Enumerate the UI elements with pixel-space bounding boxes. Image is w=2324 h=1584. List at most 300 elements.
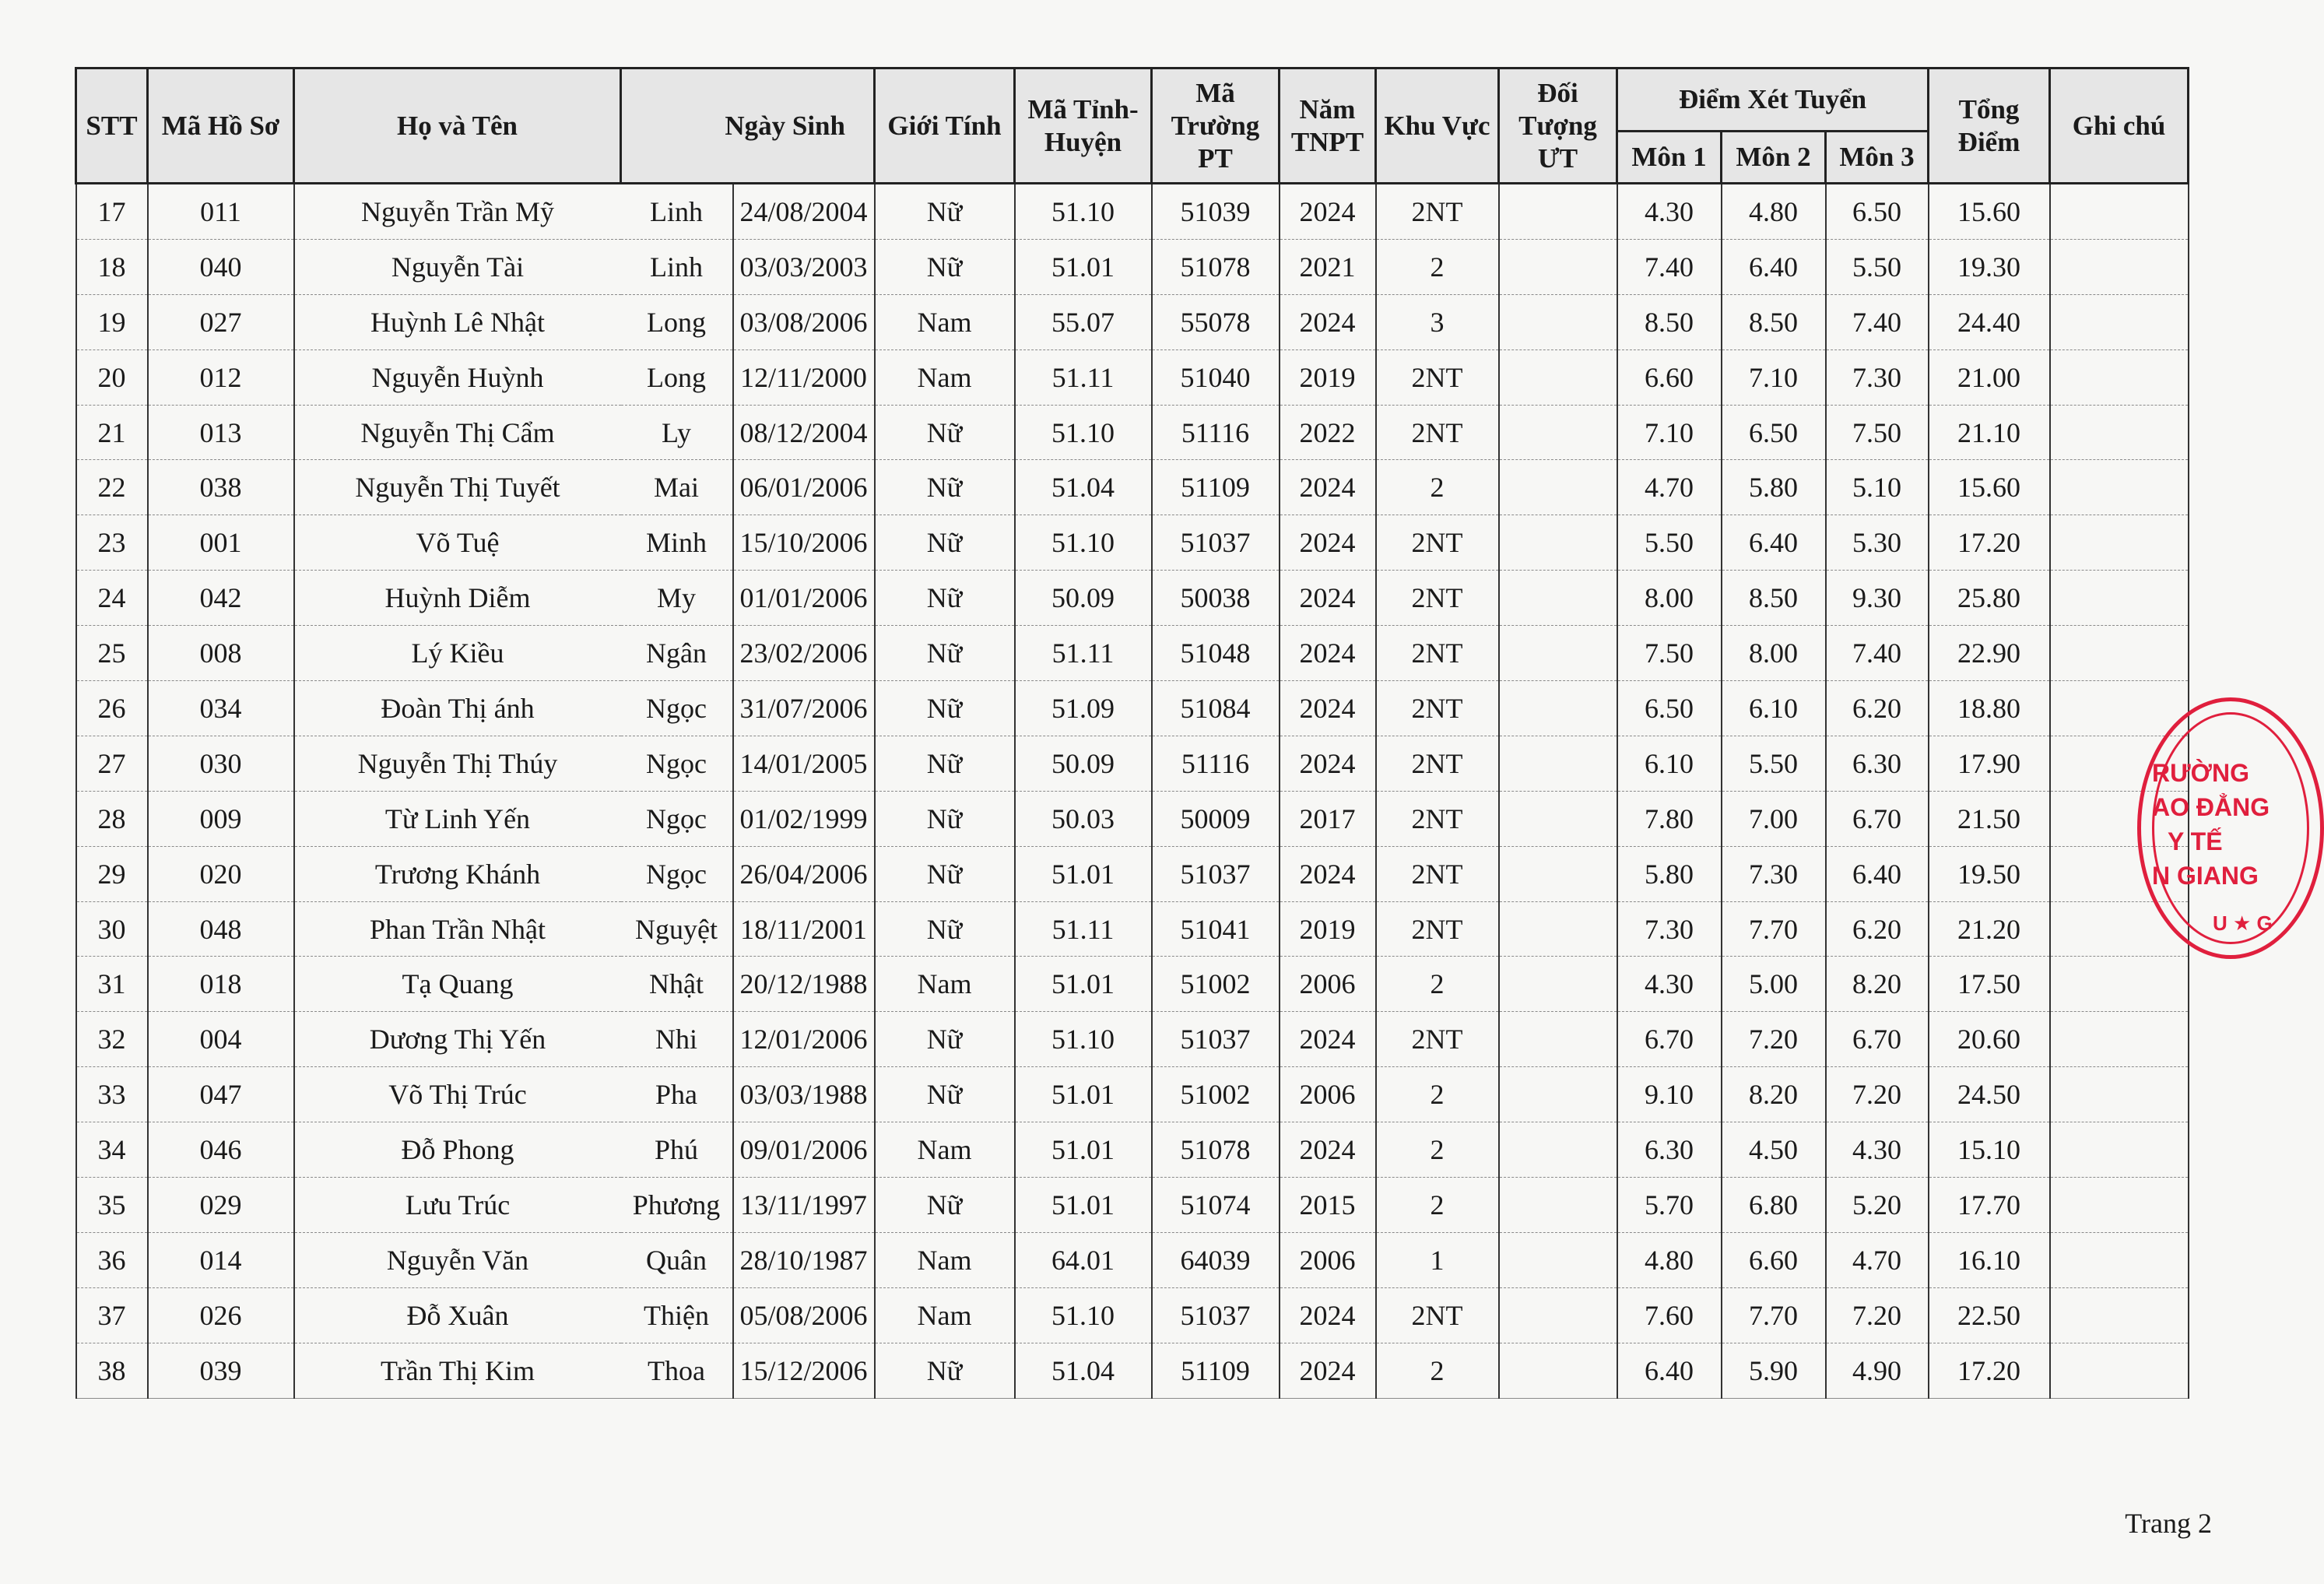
cell-ma-tinh-huyen: 50.03 (1015, 791, 1152, 846)
cell-stt: 25 (76, 626, 148, 681)
admission-score-table (75, 67, 2189, 1399)
header-mon-1: Môn 1 (1617, 132, 1722, 184)
cell-tong-diem: 21.20 (1929, 901, 2050, 957)
cell-mon-3: 7.40 (1826, 626, 1929, 681)
cell-mon-1: 4.70 (1617, 460, 1722, 515)
cell-khu-vuc: 2 (1376, 1067, 1499, 1122)
header-ma-ho-so: Mã Hồ Sơ (148, 68, 294, 184)
cell-nam-tnpt: 2024 (1280, 1012, 1376, 1067)
cell-mon-2: 7.70 (1722, 901, 1826, 957)
cell-mon-2: 6.50 (1722, 405, 1826, 460)
header-stt: STT (76, 68, 148, 184)
cell-ngay-sinh: 01/01/2006 (733, 571, 875, 626)
cell-mon-1: 7.10 (1617, 405, 1722, 460)
stamp-line: Y TẾ (2168, 827, 2223, 855)
cell-mon-2: 5.50 (1722, 736, 1826, 791)
cell-gioi-tinh: Nữ (875, 846, 1015, 901)
cell-ten: Quân (621, 1232, 733, 1287)
cell-ma-ho-so: 013 (148, 405, 294, 460)
cell-ten: Thoa (621, 1343, 733, 1398)
cell-ho-dem: Lý Kiều (294, 626, 621, 681)
cell-ma-truong: 51048 (1152, 626, 1280, 681)
cell-ma-truong: 51037 (1152, 1012, 1280, 1067)
cell-mon-3: 6.70 (1826, 791, 1929, 846)
cell-khu-vuc: 2NT (1376, 349, 1499, 405)
header-gioi-tinh: Giới Tính (875, 68, 1015, 184)
cell-ten: My (621, 571, 733, 626)
cell-ghi-chu (2050, 1287, 2189, 1343)
cell-mon-3: 4.70 (1826, 1232, 1929, 1287)
table-row (76, 349, 2189, 405)
cell-doi-tuong (1499, 460, 1617, 515)
table-header (76, 68, 2189, 184)
cell-ma-tinh-huyen: 51.10 (1015, 515, 1152, 571)
cell-ngay-sinh: 13/11/1997 (733, 1178, 875, 1233)
cell-mon-1: 9.10 (1617, 1067, 1722, 1122)
cell-khu-vuc: 2NT (1376, 405, 1499, 460)
cell-nam-tnpt: 2015 (1280, 1178, 1376, 1233)
cell-ma-truong: 50038 (1152, 571, 1280, 626)
cell-nam-tnpt: 2006 (1280, 1067, 1376, 1122)
cell-stt: 19 (76, 294, 148, 349)
cell-ma-truong: 51002 (1152, 1067, 1280, 1122)
cell-ma-truong: 51041 (1152, 901, 1280, 957)
cell-stt: 30 (76, 901, 148, 957)
cell-tong-diem: 20.60 (1929, 1012, 2050, 1067)
cell-tong-diem: 21.10 (1929, 405, 2050, 460)
cell-ma-truong: 51037 (1152, 515, 1280, 571)
header-mon-2: Môn 2 (1722, 132, 1826, 184)
cell-khu-vuc: 2 (1376, 460, 1499, 515)
cell-ten: Ngọc (621, 846, 733, 901)
cell-khu-vuc: 2 (1376, 957, 1499, 1012)
cell-ma-ho-so: 038 (148, 460, 294, 515)
cell-ma-ho-so: 004 (148, 1012, 294, 1067)
cell-nam-tnpt: 2024 (1280, 294, 1376, 349)
cell-tong-diem: 25.80 (1929, 571, 2050, 626)
stamp-line: RƯỜNG (2152, 759, 2249, 787)
cell-ghi-chu (2050, 681, 2189, 736)
cell-ma-ho-so: 008 (148, 626, 294, 681)
school-seal-stamp (2137, 697, 2324, 959)
cell-gioi-tinh: Nữ (875, 460, 1015, 515)
cell-ma-tinh-huyen: 50.09 (1015, 571, 1152, 626)
header-nam-tnpt: Năm TNPT (1280, 68, 1376, 184)
cell-gioi-tinh: Nữ (875, 736, 1015, 791)
cell-ma-tinh-huyen: 51.04 (1015, 460, 1152, 515)
cell-ten: Minh (621, 515, 733, 571)
cell-ten: Linh (621, 184, 733, 240)
header-ngay-sinh: Ngày Sinh (621, 68, 875, 184)
cell-nam-tnpt: 2022 (1280, 405, 1376, 460)
cell-ma-tinh-huyen: 51.10 (1015, 405, 1152, 460)
cell-ho-dem: Nguyễn Văn (294, 1232, 621, 1287)
cell-ho-dem: Võ Tuệ (294, 515, 621, 571)
cell-ma-truong: 51116 (1152, 405, 1280, 460)
cell-mon-1: 7.30 (1617, 901, 1722, 957)
cell-tong-diem: 16.10 (1929, 1232, 2050, 1287)
cell-ngay-sinh: 05/08/2006 (733, 1287, 875, 1343)
cell-tong-diem: 24.40 (1929, 294, 2050, 349)
cell-mon-3: 6.20 (1826, 681, 1929, 736)
cell-ten: Long (621, 349, 733, 405)
cell-khu-vuc: 2NT (1376, 1287, 1499, 1343)
cell-mon-2: 8.50 (1722, 571, 1826, 626)
cell-doi-tuong (1499, 405, 1617, 460)
cell-stt: 34 (76, 1122, 148, 1178)
cell-ma-truong: 51002 (1152, 957, 1280, 1012)
cell-ho-dem: Từ Linh Yến (294, 791, 621, 846)
cell-ghi-chu (2050, 1178, 2189, 1233)
cell-mon-1: 4.80 (1617, 1232, 1722, 1287)
cell-ma-ho-so: 012 (148, 349, 294, 405)
cell-nam-tnpt: 2021 (1280, 239, 1376, 294)
table-row (76, 1122, 2189, 1178)
cell-ngay-sinh: 01/02/1999 (733, 791, 875, 846)
cell-ma-truong: 51039 (1152, 184, 1280, 240)
cell-stt: 28 (76, 791, 148, 846)
cell-khu-vuc: 2NT (1376, 626, 1499, 681)
cell-tong-diem: 17.20 (1929, 1343, 2050, 1398)
cell-gioi-tinh: Nữ (875, 901, 1015, 957)
cell-gioi-tinh: Nữ (875, 1343, 1015, 1398)
cell-ghi-chu (2050, 1232, 2189, 1287)
cell-gioi-tinh: Nữ (875, 184, 1015, 240)
cell-ngay-sinh: 26/04/2006 (733, 846, 875, 901)
cell-ma-tinh-huyen: 50.09 (1015, 736, 1152, 791)
cell-gioi-tinh: Nam (875, 349, 1015, 405)
cell-mon-2: 6.80 (1722, 1178, 1826, 1233)
stamp-star: U ★ G (2213, 911, 2273, 935)
cell-ho-dem: Nguyễn Tài (294, 239, 621, 294)
cell-ma-truong: 51040 (1152, 349, 1280, 405)
cell-doi-tuong (1499, 846, 1617, 901)
cell-ngay-sinh: 23/02/2006 (733, 626, 875, 681)
cell-ten: Ngọc (621, 736, 733, 791)
table-row (76, 846, 2189, 901)
cell-mon-3: 5.50 (1826, 239, 1929, 294)
cell-mon-1: 4.30 (1617, 957, 1722, 1012)
cell-ma-tinh-huyen: 51.01 (1015, 957, 1152, 1012)
cell-ghi-chu (2050, 239, 2189, 294)
cell-khu-vuc: 2 (1376, 1178, 1499, 1233)
cell-ten: Ngọc (621, 681, 733, 736)
table-row (76, 1232, 2189, 1287)
cell-gioi-tinh: Nam (875, 957, 1015, 1012)
cell-mon-1: 5.80 (1617, 846, 1722, 901)
cell-stt: 35 (76, 1178, 148, 1233)
cell-ghi-chu (2050, 1122, 2189, 1178)
cell-ma-ho-so: 048 (148, 901, 294, 957)
cell-ngay-sinh: 15/12/2006 (733, 1343, 875, 1398)
cell-mon-1: 7.80 (1617, 791, 1722, 846)
cell-mon-3: 6.20 (1826, 901, 1929, 957)
cell-mon-3: 6.50 (1826, 184, 1929, 240)
cell-tong-diem: 21.00 (1929, 349, 2050, 405)
table-row (76, 405, 2189, 460)
cell-ghi-chu (2050, 1343, 2189, 1398)
cell-doi-tuong (1499, 626, 1617, 681)
cell-ghi-chu (2050, 626, 2189, 681)
cell-ma-truong: 51074 (1152, 1178, 1280, 1233)
table-row (76, 736, 2189, 791)
cell-ma-ho-so: 046 (148, 1122, 294, 1178)
table-row (76, 1343, 2189, 1398)
cell-ho-dem: Nguyễn Thị Cẩm (294, 405, 621, 460)
cell-mon-3: 6.40 (1826, 846, 1929, 901)
cell-gioi-tinh: Nữ (875, 1067, 1015, 1122)
cell-ma-ho-so: 030 (148, 736, 294, 791)
cell-ngay-sinh: 15/10/2006 (733, 515, 875, 571)
cell-mon-3: 7.30 (1826, 349, 1929, 405)
cell-mon-3: 7.20 (1826, 1287, 1929, 1343)
cell-khu-vuc: 2NT (1376, 901, 1499, 957)
cell-mon-1: 8.50 (1617, 294, 1722, 349)
cell-tong-diem: 17.70 (1929, 1178, 2050, 1233)
cell-mon-1: 6.10 (1617, 736, 1722, 791)
cell-ho-dem: Nguyễn Thị Thúy (294, 736, 621, 791)
cell-mon-2: 4.80 (1722, 184, 1826, 240)
cell-tong-diem: 19.50 (1929, 846, 2050, 901)
cell-doi-tuong (1499, 1178, 1617, 1233)
cell-mon-2: 7.30 (1722, 846, 1826, 901)
cell-ma-truong: 51037 (1152, 846, 1280, 901)
cell-ma-ho-so: 020 (148, 846, 294, 901)
cell-ngay-sinh: 03/03/1988 (733, 1067, 875, 1122)
table-row (76, 239, 2189, 294)
cell-tong-diem: 17.90 (1929, 736, 2050, 791)
cell-ma-ho-so: 018 (148, 957, 294, 1012)
cell-ten: Linh (621, 239, 733, 294)
cell-mon-3: 6.30 (1826, 736, 1929, 791)
cell-mon-1: 5.70 (1617, 1178, 1722, 1233)
cell-tong-diem: 17.50 (1929, 957, 2050, 1012)
cell-ma-truong: 51109 (1152, 460, 1280, 515)
cell-ho-dem: Tạ Quang (294, 957, 621, 1012)
cell-ghi-chu (2050, 294, 2189, 349)
cell-khu-vuc: 2NT (1376, 515, 1499, 571)
cell-stt: 17 (76, 184, 148, 240)
cell-doi-tuong (1499, 184, 1617, 240)
header-diem-xet-tuyen: Điểm Xét Tuyển (1617, 68, 1929, 132)
cell-doi-tuong (1499, 1232, 1617, 1287)
cell-mon-1: 4.30 (1617, 184, 1722, 240)
cell-khu-vuc: 3 (1376, 294, 1499, 349)
cell-ngay-sinh: 14/01/2005 (733, 736, 875, 791)
cell-stt: 32 (76, 1012, 148, 1067)
cell-stt: 37 (76, 1287, 148, 1343)
cell-nam-tnpt: 2024 (1280, 571, 1376, 626)
cell-stt: 22 (76, 460, 148, 515)
cell-ma-truong: 51078 (1152, 239, 1280, 294)
cell-ma-tinh-huyen: 51.10 (1015, 184, 1152, 240)
cell-stt: 33 (76, 1067, 148, 1122)
cell-nam-tnpt: 2006 (1280, 1232, 1376, 1287)
cell-ma-truong: 55078 (1152, 294, 1280, 349)
cell-doi-tuong (1499, 1122, 1617, 1178)
cell-doi-tuong (1499, 294, 1617, 349)
table-row (76, 294, 2189, 349)
cell-doi-tuong (1499, 239, 1617, 294)
cell-nam-tnpt: 2019 (1280, 901, 1376, 957)
cell-ma-tinh-huyen: 51.01 (1015, 1122, 1152, 1178)
cell-doi-tuong (1499, 1067, 1617, 1122)
table-row (76, 515, 2189, 571)
cell-mon-2: 5.90 (1722, 1343, 1826, 1398)
cell-ho-dem: Nguyễn Trần Mỹ (294, 184, 621, 240)
cell-doi-tuong (1499, 791, 1617, 846)
cell-ghi-chu (2050, 515, 2189, 571)
cell-ngay-sinh: 31/07/2006 (733, 681, 875, 736)
table-row (76, 1012, 2189, 1067)
stamp-line: N GIANG (2152, 862, 2259, 890)
cell-stt: 27 (76, 736, 148, 791)
cell-mon-3: 4.90 (1826, 1343, 1929, 1398)
cell-mon-3: 5.10 (1826, 460, 1929, 515)
header-ma-truong-pt: Mã Trường PT (1152, 68, 1280, 184)
cell-mon-1: 6.70 (1617, 1012, 1722, 1067)
cell-doi-tuong (1499, 349, 1617, 405)
cell-khu-vuc: 2NT (1376, 184, 1499, 240)
header-khu-vuc: Khu Vực (1376, 68, 1499, 184)
cell-doi-tuong (1499, 901, 1617, 957)
header-doi-tuong-ut: Đối Tượng ƯT (1499, 68, 1617, 184)
table-row (76, 1287, 2189, 1343)
cell-ngay-sinh: 09/01/2006 (733, 1122, 875, 1178)
cell-gioi-tinh: Nữ (875, 571, 1015, 626)
cell-mon-3: 8.20 (1826, 957, 1929, 1012)
cell-mon-1: 6.60 (1617, 349, 1722, 405)
cell-ten: Nguyệt (621, 901, 733, 957)
cell-ma-truong: 51078 (1152, 1122, 1280, 1178)
table-row (76, 571, 2189, 626)
cell-gioi-tinh: Nữ (875, 405, 1015, 460)
header-ma-tinh-huyen: Mã Tỉnh-Huyện (1015, 68, 1152, 184)
cell-ma-truong: 51109 (1152, 1343, 1280, 1398)
cell-stt: 24 (76, 571, 148, 626)
cell-nam-tnpt: 2024 (1280, 1287, 1376, 1343)
cell-ma-ho-so: 011 (148, 184, 294, 240)
cell-ghi-chu (2050, 405, 2189, 460)
cell-ma-tinh-huyen: 51.01 (1015, 239, 1152, 294)
cell-ho-dem: Đỗ Xuân (294, 1287, 621, 1343)
cell-mon-2: 7.70 (1722, 1287, 1826, 1343)
cell-ma-tinh-huyen: 51.01 (1015, 846, 1152, 901)
cell-ghi-chu (2050, 184, 2189, 240)
cell-ma-tinh-huyen: 51.10 (1015, 1012, 1152, 1067)
cell-stt: 36 (76, 1232, 148, 1287)
cell-doi-tuong (1499, 1343, 1617, 1398)
cell-ma-truong: 51116 (1152, 736, 1280, 791)
cell-ho-dem: Đỗ Phong (294, 1122, 621, 1178)
cell-mon-2: 7.20 (1722, 1012, 1826, 1067)
cell-mon-2: 8.50 (1722, 294, 1826, 349)
cell-tong-diem: 24.50 (1929, 1067, 2050, 1122)
cell-ma-ho-so: 014 (148, 1232, 294, 1287)
cell-mon-3: 7.20 (1826, 1067, 1929, 1122)
cell-nam-tnpt: 2017 (1280, 791, 1376, 846)
cell-ho-dem: Huỳnh Diễm (294, 571, 621, 626)
cell-gioi-tinh: Nam (875, 294, 1015, 349)
cell-gioi-tinh: Nam (875, 1122, 1015, 1178)
cell-khu-vuc: 2NT (1376, 681, 1499, 736)
cell-nam-tnpt: 2024 (1280, 1122, 1376, 1178)
cell-ghi-chu (2050, 1012, 2189, 1067)
cell-ho-dem: Lưu Trúc (294, 1178, 621, 1233)
cell-tong-diem: 22.50 (1929, 1287, 2050, 1343)
cell-nam-tnpt: 2024 (1280, 515, 1376, 571)
cell-doi-tuong (1499, 1287, 1617, 1343)
cell-ho-dem: Đoàn Thị ánh (294, 681, 621, 736)
table-body (76, 184, 2189, 1399)
cell-mon-2: 6.40 (1722, 515, 1826, 571)
cell-stt: 38 (76, 1343, 148, 1398)
cell-doi-tuong (1499, 957, 1617, 1012)
cell-stt: 21 (76, 405, 148, 460)
cell-mon-1: 6.40 (1617, 1343, 1722, 1398)
cell-mon-1: 7.60 (1617, 1287, 1722, 1343)
table-row (76, 460, 2189, 515)
cell-tong-diem: 21.50 (1929, 791, 2050, 846)
cell-ghi-chu (2050, 571, 2189, 626)
cell-doi-tuong (1499, 736, 1617, 791)
cell-ma-ho-so: 009 (148, 791, 294, 846)
cell-mon-3: 5.20 (1826, 1178, 1929, 1233)
cell-khu-vuc: 2NT (1376, 571, 1499, 626)
cell-ten: Phú (621, 1122, 733, 1178)
cell-ngay-sinh: 24/08/2004 (733, 184, 875, 240)
cell-mon-3: 7.40 (1826, 294, 1929, 349)
cell-ma-truong: 51084 (1152, 681, 1280, 736)
cell-khu-vuc: 2 (1376, 1122, 1499, 1178)
cell-gioi-tinh: Nữ (875, 515, 1015, 571)
cell-mon-2: 4.50 (1722, 1122, 1826, 1178)
table-row (76, 184, 2189, 240)
cell-mon-2: 7.00 (1722, 791, 1826, 846)
cell-ho-dem: Nguyễn Huỳnh (294, 349, 621, 405)
cell-ho-dem: Huỳnh Lê Nhật (294, 294, 621, 349)
cell-ma-ho-so: 026 (148, 1287, 294, 1343)
cell-mon-2: 5.80 (1722, 460, 1826, 515)
cell-khu-vuc: 1 (1376, 1232, 1499, 1287)
cell-ma-ho-so: 029 (148, 1178, 294, 1233)
cell-ma-tinh-huyen: 51.11 (1015, 901, 1152, 957)
cell-ten: Phương (621, 1178, 733, 1233)
cell-ma-ho-so: 034 (148, 681, 294, 736)
page-number: Trang 2 (2125, 1508, 2212, 1539)
cell-gioi-tinh: Nữ (875, 1178, 1015, 1233)
cell-khu-vuc: 2NT (1376, 791, 1499, 846)
cell-mon-1: 8.00 (1617, 571, 1722, 626)
cell-tong-diem: 17.20 (1929, 515, 2050, 571)
table-row (76, 626, 2189, 681)
cell-ma-ho-so: 039 (148, 1343, 294, 1398)
cell-mon-3: 4.30 (1826, 1122, 1929, 1178)
table-row (76, 1178, 2189, 1233)
cell-nam-tnpt: 2024 (1280, 846, 1376, 901)
cell-ten: Long (621, 294, 733, 349)
cell-mon-2: 8.20 (1722, 1067, 1826, 1122)
cell-ngay-sinh: 18/11/2001 (733, 901, 875, 957)
table-row (76, 791, 2189, 846)
cell-ho-dem: Nguyễn Thị Tuyết (294, 460, 621, 515)
cell-ngay-sinh: 03/03/2003 (733, 239, 875, 294)
cell-tong-diem: 22.90 (1929, 626, 2050, 681)
cell-ma-tinh-huyen: 51.09 (1015, 681, 1152, 736)
cell-ma-tinh-huyen: 51.11 (1015, 626, 1152, 681)
cell-nam-tnpt: 2024 (1280, 736, 1376, 791)
cell-mon-2: 8.00 (1722, 626, 1826, 681)
